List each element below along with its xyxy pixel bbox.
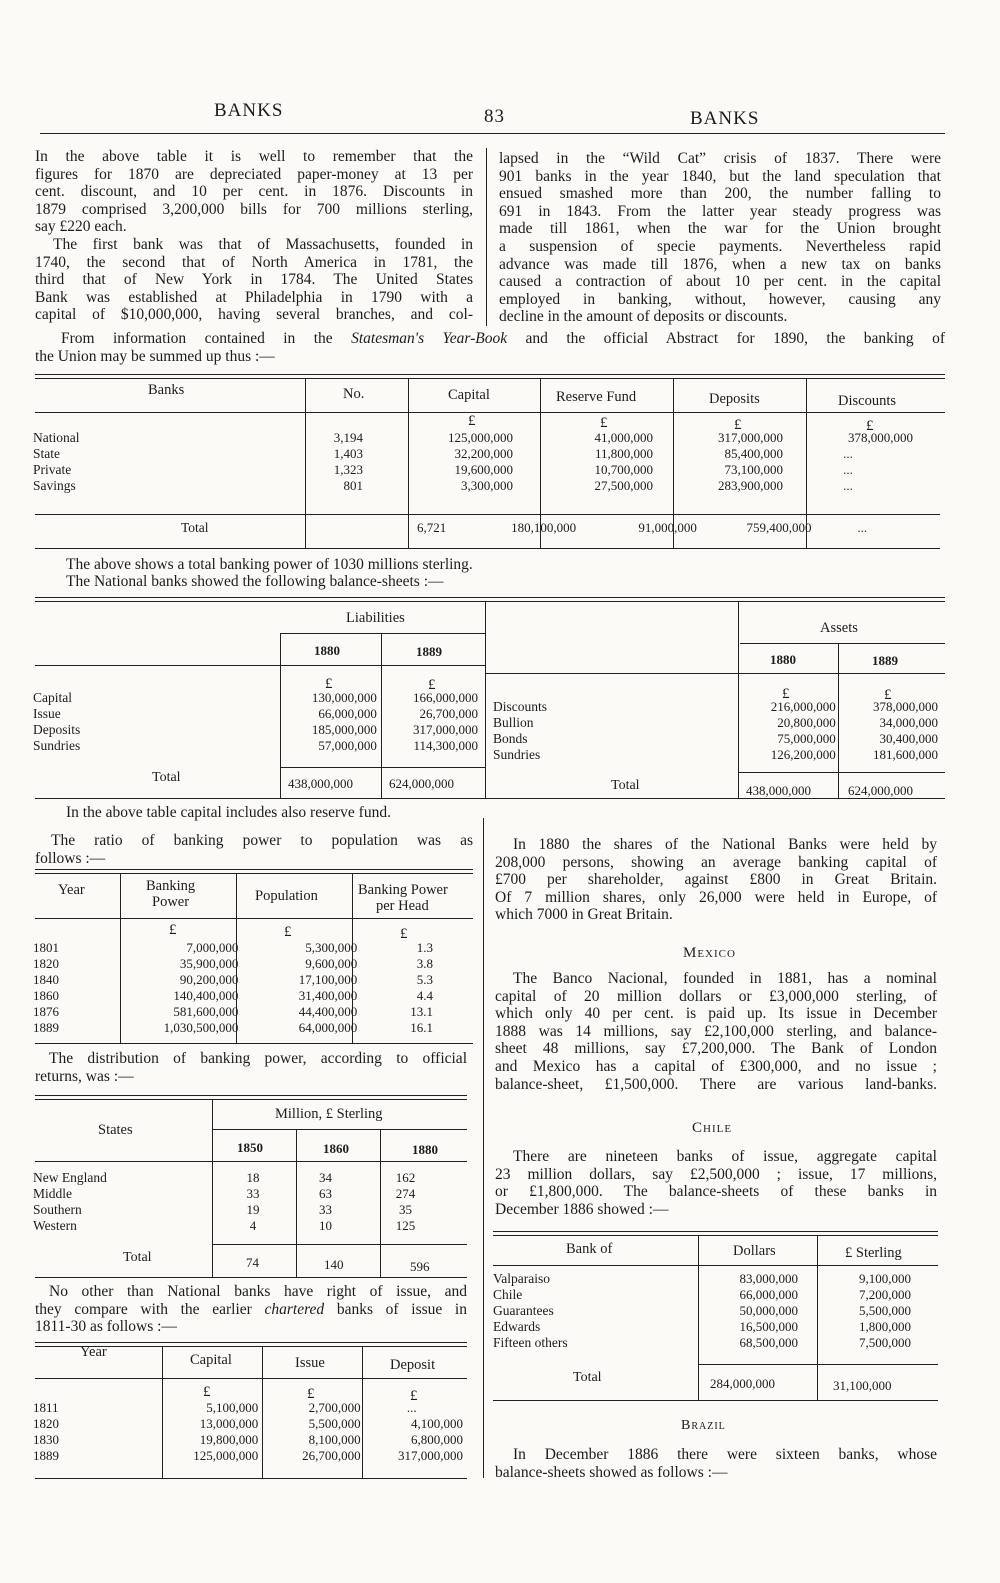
t4-bottom-rule [35,1277,467,1278]
table-row [33,690,478,706]
table-row [493,1335,911,1351]
t4-total-1880: 596 [410,1259,430,1274]
row-label: Capital [33,690,72,705]
column-divider-top [486,148,487,326]
cell: 283,900,000 [718,478,783,493]
t1-head-reserve: Reserve Fund [556,389,637,405]
paragraph-banking-power: The above shows a total banking power of 1030 millions sterling. [66,556,473,573]
row-label: Discounts [493,699,547,714]
table-row [33,988,433,1004]
row-label: Issue [33,706,61,721]
header-rule [40,133,945,134]
paragraph-first-bank: The first bank was that of Massachusetts, founded in 1740, the second that of North America in 1781, the third that of New York in 1784. The United States Bank was established at Philadelphia in 1790 with a capital of $10,000,000, having several branches, and col- [35,236,473,324]
t4-year-1880: 1880 [412,1142,438,1157]
table-row [33,1170,443,1186]
cell: 10,700,000 [594,462,653,477]
table-row [493,747,938,763]
section-title-brazil: Brazil [681,1418,726,1433]
cell: 91,000,000 [638,520,697,535]
t5-head-capital: Capital [190,1352,232,1368]
table-row [33,430,913,446]
cell: 5.3 [416,972,433,987]
t1-head-deposits: Deposits [709,391,760,407]
t1-pound: £ [734,417,742,433]
row-label: Deposits [33,722,81,737]
t5-head-deposit: Deposit [390,1357,436,1373]
t1-pound: £ [866,418,874,434]
t2-liab-total-1880: 438,000,000 [288,776,353,791]
paragraph-brazil: In December 1886 there were sixteen banks, whose balance-sheets showed as follows :— [495,1446,937,1481]
bank-name: Valparaiso [493,1271,550,1286]
t1-top-rule-2 [35,378,945,379]
table-row [33,972,433,988]
t3-head-year: Year [58,882,85,898]
paragraph-right-of-issue: No other than National banks have right of issue, and they compare with the earlier chartered banks of issue in 1811-30 as follows :— [35,1283,467,1336]
table-row [33,478,913,494]
cell: 66,000,000 [739,1287,798,1302]
table-row [33,1432,463,1448]
paragraph-wild-cat: lapsed in the “Wild Cat” crisis of 1837. There were 901 banks in the year 1840, but the land speculation that ensued smashed more than 200, the number falling to 691 in 1843. From the latter year steady progress was made till 1861, when the war for the Union brought a suspension of specie payments. Nevertheless rapid advance was made till 1876, when a new tax on banks caused a contraction of about 10 per cent. in the capital employed in banking, without, however, causing any decline in the amount of deposits or discounts. [499,150,941,326]
cell: 41,000,000 [594,430,653,445]
t4-total-label: Total [123,1250,152,1265]
t6-total-label: Total [573,1370,602,1385]
paragraph-balance-sheets: The National banks showed the following balance-sheets :— [66,573,444,590]
cell: 378,000,000 [873,699,938,714]
t2-liab-total-label: Total [152,770,181,785]
table-row [33,722,478,738]
year: 1811 [33,1400,59,1415]
t5-pound: £ [410,1388,418,1404]
table-row [493,1287,911,1303]
t2-liab-subrule [280,633,486,634]
cell: 7,500,000 [859,1335,911,1350]
cell: ... [843,478,853,493]
table-row [493,1303,911,1319]
cell: 5,500,000 [308,1416,361,1431]
cell: 6,800,000 [411,1432,463,1447]
cell: 33 [246,1186,260,1201]
t3-head-banking: Banking [146,878,196,894]
cell: 181,600,000 [873,747,938,762]
section-title-mexico: Mexico [683,945,736,961]
table-liabilities [33,690,478,754]
t6-head-sterling: £ Sterling [845,1245,902,1261]
page-number: 83 [484,106,505,127]
row-label: Sundries [493,747,541,762]
t4-year-1860: 1860 [323,1141,349,1156]
cell: 13.1 [410,1004,433,1019]
t3-pound: £ [169,922,177,938]
t6-total-sterling: 31,100,000 [833,1378,892,1393]
year: 1801 [33,940,59,955]
cell: 68,500,000 [739,1335,798,1350]
paragraph-discount-note: In the above table it is well to remember that the figures for 1870 are depreciated paper-money at 13 per cent. discount, and 10 per cent. in 1876. Discounts in 1879 comprised 3,200,000 bills for 700 millions sterling, say £220 each. [35,148,473,236]
t2-pound: £ [325,676,333,692]
t4-top-rule [35,1095,467,1096]
cell: 1,800,000 [859,1319,911,1334]
cell: 31,400,000 [298,988,358,1003]
cell: 35,900,000 [179,956,239,971]
t4-head-rule [35,1161,467,1162]
cell: 216,000,000 [770,699,836,714]
t5-pound: £ [203,1384,211,1400]
table-chartered [33,1400,463,1464]
paragraph-mexico: The Banco Nacional, founded in 1881, has a nominal capital of 20 million dollars or £3,000,000 sterling, of which only 40 per cent. is paid up. Its issue in December 1888 was 14 millions, say £2,100,000 sterling, and balance- sheet 48 millions, say £7,200,000. The Bank of London and Mexico has a capital of £300,000, and no issue ; balance-sheet, £1,500,000. There are various land-banks. [495,970,937,1093]
bank-name: Guarantees [493,1303,554,1318]
cell: ... [857,520,868,535]
cell: 4,100,000 [411,1416,463,1431]
table-row [493,1319,911,1335]
table-row [33,956,433,972]
t3-pound: £ [400,926,408,942]
t6-total-dollars: 284,000,000 [710,1376,775,1391]
cell: 35 [399,1202,412,1217]
paragraph-capital-note: In the above table capital includes also reserve fund. [66,804,391,821]
t2-top-rule-2 [35,601,945,602]
cell: 63 [319,1186,332,1201]
t4-year-1850: 1850 [237,1140,263,1155]
t3-head-rule [35,918,473,919]
t2-bottom-rule [35,798,945,799]
t2-pound: £ [884,687,892,703]
row-label: Bullion [493,715,534,730]
t1-head-discounts: Discounts [838,393,896,409]
t1-head-no: No. [343,386,365,402]
table-row [33,1004,433,1020]
cell: 759,400,000 [746,520,812,535]
cell: ... [843,446,853,461]
cell: 185,000,000 [311,722,377,737]
table-row [33,940,433,956]
table-assets [493,699,938,763]
cell: 4 [249,1218,257,1233]
table-row [33,1020,433,1036]
cell: 11,800,000 [594,446,653,461]
cell: 73,100,000 [724,462,783,477]
cell: 1,030,500,000 [163,1020,239,1035]
t4-total-1860: 140 [324,1257,344,1272]
bank-name: Savings [33,478,76,493]
table-union-banks [33,430,913,494]
year: 1820 [33,956,59,971]
t2-asset-1880: 1880 [770,652,796,667]
cell: 317,000,000 [413,722,478,737]
cell: 1,403 [333,446,363,461]
cell: 125 [395,1218,416,1233]
cell: 34 [319,1170,332,1185]
t6-top-rule [493,1231,938,1232]
t5-head-rule [35,1378,467,1379]
table-row [493,715,938,731]
bank-name: State [33,446,60,461]
cell: 19 [246,1202,260,1217]
running-head-left: BANKS [214,100,284,121]
cell: 30,400,000 [879,731,938,746]
t5-head-issue: Issue [295,1355,325,1371]
t1-head-banks: Banks [148,382,185,398]
bank-name: Fifteen others [493,1335,568,1350]
cell: 3.8 [416,956,433,971]
cell: 317,000,000 [718,430,783,445]
year: 1840 [33,972,59,987]
cell: 85,400,000 [724,446,783,461]
cell: 16.1 [410,1020,433,1035]
bank-name: Edwards [493,1319,541,1334]
t6-bottom-rule [493,1400,938,1401]
table-row [33,446,913,462]
t2-asset-total-label: Total [611,778,640,793]
table-chile-banks [493,1271,911,1351]
cell: 57,000,000 [318,738,377,753]
t3-top-rule [35,869,473,870]
cell: 64,000,000 [298,1020,358,1035]
t2-vline [485,601,486,798]
cell: 9,600,000 [305,956,358,971]
t4-subrule [212,1129,467,1130]
cell: 26,700,000 [419,706,478,721]
cell: 8,100,000 [308,1432,361,1447]
cell: 19,600,000 [454,462,513,477]
t5-pound: £ [307,1386,315,1402]
t2-top-rule [35,597,945,598]
column-divider-bottom [483,818,484,1478]
year: 1830 [33,1432,59,1447]
cell: 378,000,000 [848,430,913,445]
t2-asset-total-1880: 438,000,000 [746,783,811,798]
table-row [33,738,478,754]
cell: 274 [395,1186,416,1201]
table-row [33,1186,443,1202]
t1-bottom-rule [35,548,940,549]
t2-liab-total-rule [280,767,485,768]
cell: 34,000,000 [879,715,938,730]
table-row [33,520,913,536]
cell: 6,721 [417,520,447,535]
t4-top-rule-2 [35,1099,467,1100]
year: 1889 [33,1020,59,1035]
t3-head-population: Population [255,888,318,904]
cell: 125,000,000 [448,430,513,445]
cell: 33 [319,1202,332,1217]
table-row [493,1271,911,1287]
t5-top-rule [35,1342,467,1343]
t3-top-rule-2 [35,873,473,874]
t2-pound: £ [782,686,790,702]
year: 1860 [33,988,59,1003]
cell: 140,400,000 [173,988,239,1003]
row-label: Bonds [493,731,528,746]
paragraph-ratio: The ratio of banking power to population was as follows :— [35,832,473,867]
t5-head-year: Year [80,1344,107,1360]
cell: 180,100,000 [511,520,577,535]
table-row [33,1448,463,1464]
t1-pound: £ [600,415,608,431]
cell: 126,200,000 [770,747,836,762]
state-name: Southern [33,1202,82,1217]
year: 1820 [33,1416,59,1431]
cell: 9,100,000 [859,1271,911,1286]
t3-bottom-rule [35,1043,473,1044]
cell: 50,000,000 [739,1303,798,1318]
cell: 75,000,000 [777,731,836,746]
table-row [493,731,938,747]
state-name: Western [33,1218,77,1233]
cell: 20,800,000 [777,715,836,730]
cell: 32,200,000 [454,446,513,461]
t2-liab-total-1889: 624,000,000 [389,776,454,791]
t3-head-power: Power [152,894,190,910]
cell: 130,000,000 [311,690,377,705]
t2-pound: £ [428,677,436,693]
cell: 2,700,000 [308,1400,361,1415]
total-label: Total [181,520,209,535]
year: 1876 [33,1004,59,1019]
t2-liab-1880: 1880 [314,643,340,658]
t3-pound: £ [284,924,292,940]
table-row [33,462,913,478]
table-ratio [33,940,433,1036]
bank-name: Chile [493,1287,523,1302]
table-row [33,706,478,722]
table-row [33,1202,443,1218]
t6-head-dollars: Dollars [733,1243,776,1259]
cell: 44,400,000 [298,1004,358,1019]
bank-name: National [33,430,80,445]
table-row [33,1400,463,1416]
t1-total-rule [35,514,940,515]
cell: 18 [246,1170,260,1185]
cell: 26,700,000 [302,1448,361,1463]
t2-asset-total-1889: 624,000,000 [848,783,913,798]
t2-liab-1889: 1889 [416,644,442,659]
t6-total-rule [698,1364,938,1365]
paragraph-chile: There are nineteen banks of issue, aggregate capital 23 million dollars, say £2,500,000 ; issue, 17 millions, or £1,800,000. The balance-sheets of these banks in December 1886 showed :— [495,1148,937,1218]
cell: 3,300,000 [461,478,513,493]
t2-assets-title: Assets [820,620,858,636]
table-union-banks-total [33,520,913,536]
t2-head-rule-right [485,673,945,674]
cell: 125,000,000 [193,1448,259,1463]
t5-bottom-rule [35,1478,467,1479]
cell: 5,300,000 [305,940,358,955]
table-distribution [33,1170,443,1234]
year: 1889 [33,1448,59,1463]
t4-head-million: Million, £ Sterling [275,1106,383,1122]
t4-head-states: States [98,1122,133,1138]
cell: 1,323 [333,462,363,477]
cell: 16,500,000 [739,1319,798,1334]
cell: 114,300,000 [413,738,478,753]
cell: 3,194 [333,430,363,445]
cell: 66,000,000 [318,706,377,721]
cell: 166,000,000 [413,690,478,705]
cell: 317,000,000 [398,1448,463,1463]
cell: 5,100,000 [206,1400,259,1415]
cell: 162 [395,1170,416,1185]
table-row [493,699,938,715]
t1-top-rule [35,374,945,375]
cell: 7,200,000 [859,1287,911,1302]
cell: 10 [319,1218,332,1233]
running-head-right: BANKS [690,108,760,129]
cell: ... [843,462,853,477]
cell: 90,200,000 [179,972,239,987]
cell: 801 [343,478,363,493]
t2-head-rule-left [35,665,485,666]
paragraph-statesman: From information contained in the Statesman's Year-Book and the official Abstract for 1890, the banking of the Union may be summed up thus :— [35,330,946,365]
paragraph-shares: In 1880 the shares of the National Banks were held by 208,000 persons, showing an average banking capital of £700 per shareholder, against £800 in Great Britain. Of 7 million shares, only 26,000 were held in Europe, of which 7000 in Great Britain. [495,836,937,924]
cell: 19,800,000 [199,1432,259,1447]
t1-head-rule [35,412,945,413]
cell: 13,000,000 [199,1416,259,1431]
t6-top-rule-2 [493,1235,938,1236]
t3-head-perhead: per Head [376,898,429,914]
cell: ... [406,1400,417,1415]
row-label: Sundries [33,738,81,753]
bank-name: Private [33,462,72,477]
t6-head-rule [493,1265,938,1266]
paragraph-distribution: The distribution of banking power, according to official returns, was :— [35,1050,467,1085]
t4-total-1850: 74 [246,1255,259,1270]
t2-liabilities-title: Liabilities [346,610,405,626]
t2-asset-1889: 1889 [872,653,898,668]
cell: 581,600,000 [173,1004,239,1019]
t3-head-bp: Banking Power [358,882,448,898]
cell: 7,000,000 [186,940,239,955]
t1-head-capital: Capital [448,387,490,403]
t2-asset-total-rule [738,772,945,773]
cell: 5,500,000 [859,1303,911,1318]
t2-asset-subrule [740,643,945,644]
cell: 4.4 [416,988,433,1003]
cell: 1.3 [416,940,433,955]
cell: 83,000,000 [739,1271,798,1286]
t4-total-rule [212,1244,467,1245]
t1-pound: £ [468,413,476,429]
cell: 17,100,000 [298,972,358,987]
table-row [33,1416,463,1432]
cell: 27,500,000 [594,478,653,493]
state-name: New England [33,1170,107,1185]
state-name: Middle [33,1186,72,1201]
section-title-chile: Chile [692,1120,733,1136]
t6-head-bank: Bank of [566,1241,613,1257]
table-row [33,1218,443,1234]
